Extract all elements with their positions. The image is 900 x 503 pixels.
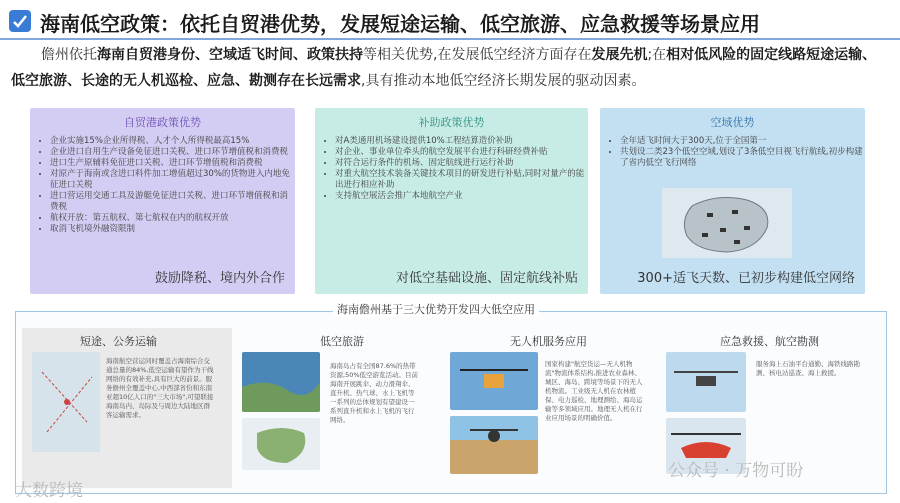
panel-ftz-policy [30, 108, 295, 294]
presentation-icon [9, 10, 31, 32]
island-photo [242, 418, 320, 470]
list-item: • 进口生产原辅料免征进口关税、进口环节增值税和消费税 [50, 158, 295, 169]
list-item: • 企业进口自用生产设备免征进口关税、进口环节增值税和消费税 [50, 147, 295, 158]
panel-list [315, 136, 588, 202]
list-item: • 企业实施15%企业所得税、人才个人所得税最高15% [50, 136, 295, 147]
column-title: 应急救援、航空勘测 [720, 335, 819, 348]
intro-paragraph: 儋州依托海南自贸港身份、空域适飞时间、政策扶持等相关优势,在发展低空经济方面存在发展先机;在相对低风险的固定线路短途运输、低空旅游、长途的无人机巡检、应急、勘测存在长远需求,具有推动本地低空经济长期发展的驱动因素。 [11, 47, 877, 89]
column-title: 低空旅游 [320, 335, 364, 348]
panel-airspace [600, 108, 865, 294]
route-map-image [32, 352, 100, 452]
list-item: • 对原产于海南或含进口料件加工增值超过30%的货物进入内地免征进口关税 [50, 169, 295, 191]
coastline-photo [242, 352, 320, 412]
list-item: • 对企业、事业单位牵头的航空发展平台进行科研经费补贴 [335, 147, 588, 158]
column-title: 短途、公务运输 [80, 335, 157, 348]
list-item: • 取消飞机境外融资限制 [50, 224, 295, 235]
panel-footer: 300+适飞天数、已初步构建低空网络 [637, 271, 855, 286]
column-text: 国家构建"航空货运—无人机物流"物流体系结构,推进农业森林、城区、海岛、跨境等场景下的无人机物流。工业级无人机在农林植保、电力巡检、地理测绘、海岛运输等多领域应用。地理无人机在行业应用场景的明确价值。 [545, 360, 643, 422]
list-item: • 对符合运行条件的机场、固定航线进行运行补助 [335, 158, 588, 169]
panel-subsidy-policy [315, 108, 588, 294]
watermark-right: 公众号 · 万物可盼 [668, 461, 804, 481]
section-label: 海南儋州基于三大优势开发四大低空应用 [333, 301, 539, 317]
panel-heading: 自贸港政策优势 [124, 116, 201, 129]
panel-footer: 鼓励降税、境内外合作 [154, 271, 285, 286]
watermark-left: 大数跨境 [15, 481, 83, 501]
column-title: 无人机服务应用 [510, 335, 587, 348]
list-item: • 航权开放：第五航权、第七航权在内的航权开放 [50, 213, 295, 224]
column-text: 海南岛占有全国87.6%的热带资源,50%低空游览活动。目前海南开展跳伞、动力滑翔伞、直升机、热气球、水上飞机等一系列的总体规划有望建设一系列直升机和水上飞机的飞行网络。 [330, 362, 419, 424]
list-item: • 进口营运用交通工具及游艇免征进口关税、进口环节增值税和消费税 [50, 191, 295, 213]
delivery-drone-photo [450, 352, 538, 410]
panel-heading: 空域优势 [710, 116, 755, 129]
rescue-drone-photo [666, 352, 746, 412]
list-item: • 共划设二类23个低空空域,划设了3条低空目视飞行航线,初步构建了省内低空飞行网络 [620, 147, 865, 169]
hainan-map-image [662, 188, 792, 258]
panel-heading: 补助政策优势 [418, 116, 485, 129]
panel-list [600, 136, 865, 169]
list-item: • 全年适飞时间大于300天,位于全国第一 [620, 136, 865, 147]
panel-list [30, 136, 295, 235]
title-divider [0, 38, 900, 40]
column-text: 服务海上石油平台通勤、海铁线路勘测、核电站巡查、海上救援。 [756, 360, 860, 377]
list-item: • 对A类通用机场建设提供10%工程结算造价补助 [335, 136, 588, 147]
panel-footer: 对低空基础设施、固定航线补贴 [395, 271, 578, 286]
survey-drone-photo [450, 416, 538, 474]
page-title: 海南低空政策：依托自贸港优势，发展短途运输、低空旅游、应急救援等场景应用 [40, 12, 760, 36]
list-item: • 对重大航空技术装备关键技术项目的研发进行补贴,同时对量产的能出进行相应补助 [335, 169, 588, 191]
list-item: • 支持航空展活会推广本地航空产业 [335, 191, 588, 202]
column-text: 海南航空营运同时覆盖占海南综合交通总量的84%,低空运输有望作为干线网络的有效补充,具有巨大的前景。服务儋州全覆盖中心,中西部省份和东南亚超10亿人口的"三大市场",可望联接海南岛内、岛际及与周边大陆地区群客运输需求。 [106, 357, 214, 419]
